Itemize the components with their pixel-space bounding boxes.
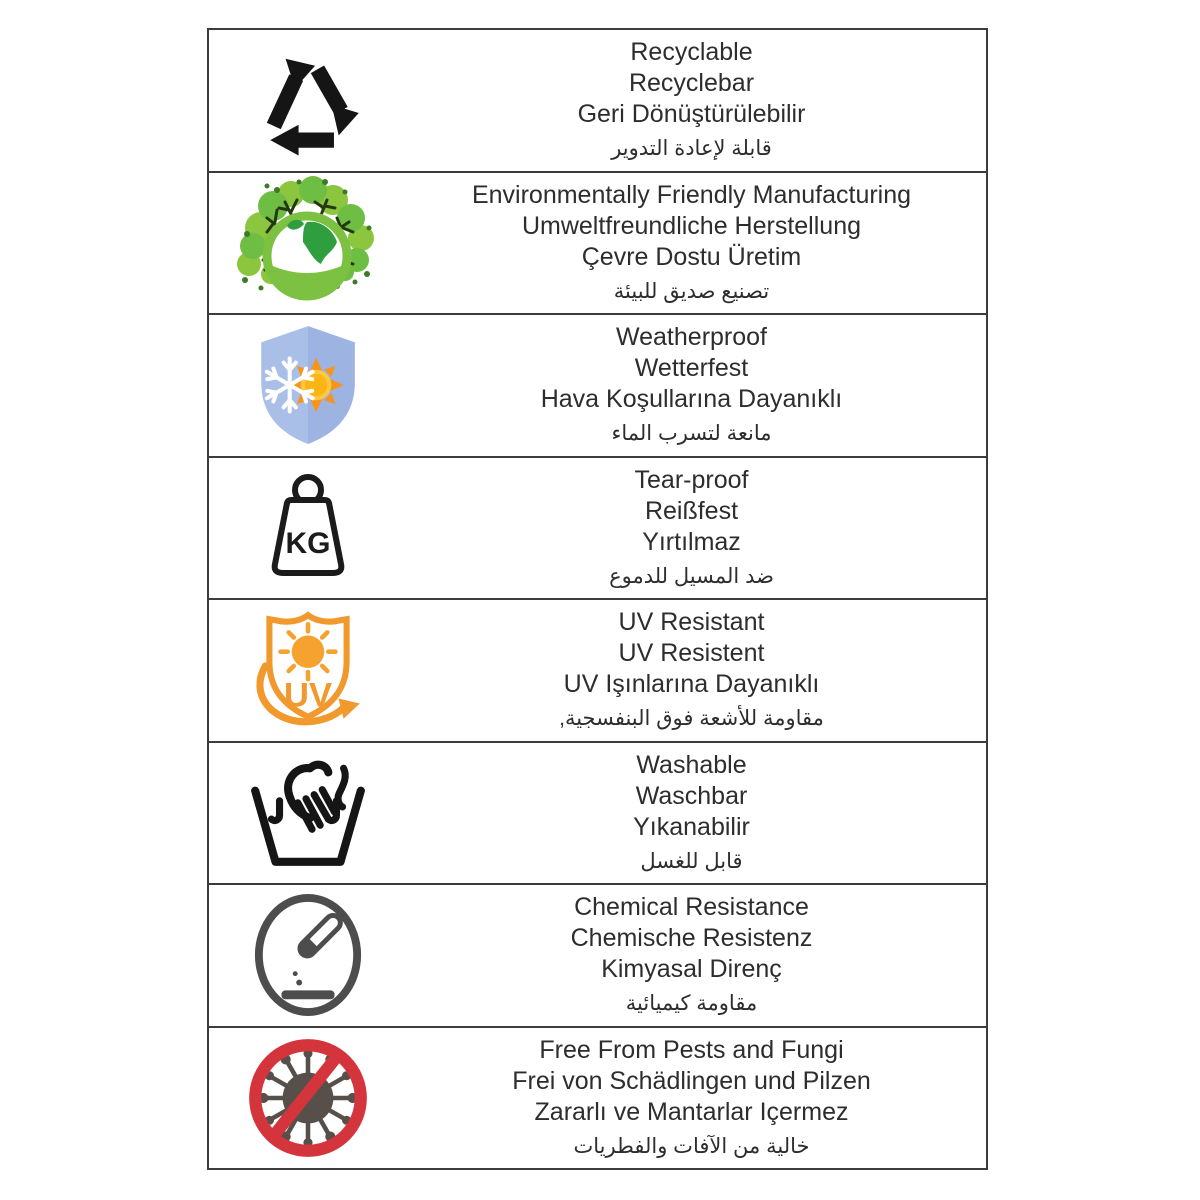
eco-manufacturing-icon — [233, 176, 383, 310]
feature-line-tr: Zararlı ve Mantarlar Içermez — [534, 1097, 849, 1126]
uv-shield-icon — [243, 605, 373, 735]
feature-line-en: Chemical Resistance — [574, 893, 809, 922]
feature-line-de: Waschbar — [635, 781, 748, 810]
icon-cell — [209, 885, 407, 1026]
feature-line-en: Washable — [636, 750, 747, 779]
table-row — [209, 30, 986, 173]
feature-line-de: Wetterfest — [634, 354, 749, 383]
feature-line-en: UV Resistant — [618, 608, 765, 637]
table-row — [209, 1028, 986, 1169]
svg-text:KG: KG — [285, 526, 331, 560]
feature-text — [407, 37, 986, 163]
icon-cell — [209, 743, 407, 884]
feature-line-ar: مقاومة كيميائية — [625, 992, 758, 1016]
feature-line-de: Recyclebar — [628, 69, 755, 98]
chemical-resistance-icon — [250, 893, 366, 1017]
feature-line-ar: تصنيع صديق للبيئة — [613, 279, 770, 303]
feature-line-ar: قابل للغسل — [640, 849, 743, 873]
feature-line-tr: Çevre Dostu Üretim — [581, 242, 802, 271]
feature-line-ar: قابلة لإعادة التدوير — [611, 137, 772, 161]
feature-text — [407, 180, 986, 306]
icon-cell — [209, 315, 407, 456]
icon-cell — [209, 173, 407, 314]
feature-line-de: Frei von Schädlingen und Pilzen — [512, 1066, 871, 1095]
kg-weight-icon — [255, 469, 361, 587]
feature-line-ar: خالية من الآفات والفطريات — [573, 1134, 810, 1158]
feature-line-de: UV Resistent — [618, 639, 765, 668]
feature-line-ar: مقاومة للأشعة فوق البنفسجية, — [559, 707, 824, 731]
feature-line-tr: Geri Dönüştürülebilir — [577, 100, 806, 129]
feature-line-en: Weatherproof — [615, 323, 767, 352]
handwash-icon — [245, 756, 371, 870]
feature-text — [407, 1035, 986, 1161]
feature-table — [207, 28, 988, 1170]
table-row — [209, 458, 986, 601]
feature-line-ar: مانعة لتسرب الماء — [611, 422, 772, 446]
table-row — [209, 885, 986, 1028]
feature-line-tr: Yırtılmaz — [642, 527, 741, 556]
icon-cell — [209, 30, 407, 171]
feature-text — [407, 892, 986, 1018]
icon-cell — [209, 458, 407, 599]
no-pests-icon — [240, 1030, 376, 1166]
weatherproof-shield-icon — [251, 322, 365, 448]
table-row — [209, 600, 986, 743]
feature-text — [407, 607, 986, 733]
feature-line-tr: Hava Koşullarına Dayanıklı — [540, 385, 843, 414]
feature-line-de: Chemische Resistenz — [570, 924, 813, 953]
feature-line-en: Environmentally Friendly Manufacturing — [471, 180, 912, 209]
feature-line-de: Umweltfreundliche Herstellung — [521, 211, 862, 240]
feature-line-tr: Kimyasal Direnç — [601, 955, 782, 984]
feature-line-tr: UV Işınlarına Dayanıklı — [563, 670, 820, 699]
feature-text — [407, 465, 986, 591]
recycle-icon — [249, 41, 367, 159]
table-row — [209, 173, 986, 316]
feature-text — [407, 322, 986, 448]
feature-line-en: Free From Pests and Fungi — [539, 1035, 844, 1064]
icon-cell — [209, 1028, 407, 1169]
feature-line-tr: Yıkanabilir — [633, 812, 750, 841]
svg-text:UV: UV — [284, 676, 332, 715]
feature-line-en: Tear-proof — [634, 465, 749, 494]
table-row — [209, 315, 986, 458]
feature-line-ar: ضد المسيل للدموع — [609, 564, 774, 588]
feature-text — [407, 750, 986, 876]
feature-line-en: Recyclable — [630, 38, 753, 67]
table-row — [209, 743, 986, 886]
feature-line-de: Reißfest — [644, 496, 739, 525]
icon-cell — [209, 600, 407, 741]
